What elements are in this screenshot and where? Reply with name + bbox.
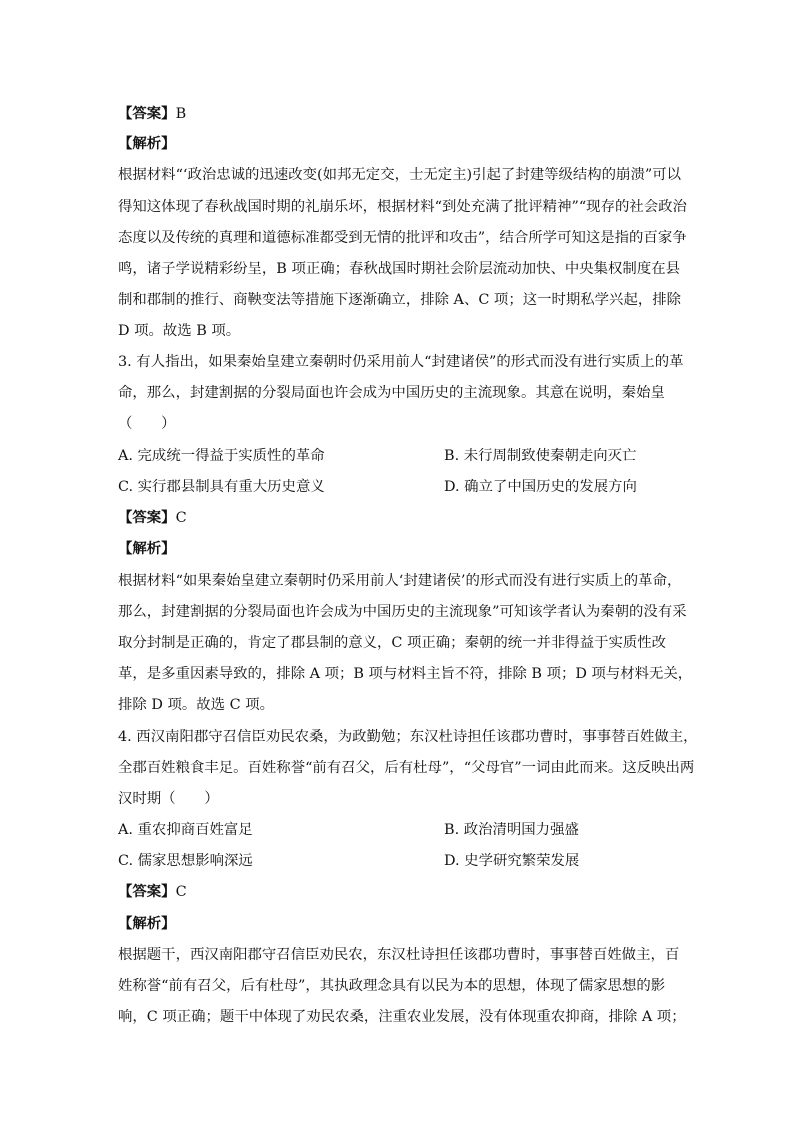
analysis-text-line: 响，C 项正确；题干中体现了劝民农桑，注重农业发展，没有体现重农抑商，排除 A 项； (118, 1009, 686, 1025)
answer-line (118, 508, 678, 528)
question-3-stem: （ ） (118, 416, 176, 432)
analysis-text-line: 根据题干，西汉南阳郡守召信臣劝民农，东汉杜诗担任该郡功曹时，事事替百姓做主，百 (118, 947, 680, 963)
analysis-text-line: 态度以及传统的真理和道德标准都受到无情的批评和攻击”，结合所学可知这是指的百家争 (118, 230, 687, 246)
question-4-option-c: C. 儒家思想影响深远 (118, 853, 253, 869)
answer-line (118, 882, 678, 902)
question-4-stem: 汉时期（ ） (118, 791, 219, 807)
analysis-text-line: 根据材料“‘政治忠诚的迅速改变(如邦无定交，士无定主)引起了封建等级结构的崩溃”可以 (118, 167, 681, 183)
question-4-stem: 4. 西汉南阳郡守召信臣劝民农桑，为政勤勉；东汉杜诗担任该郡功曹时，事事替百姓做主， (118, 729, 698, 745)
analysis-text-line: 革，是多重因素导致的，排除 A 项；B 项与材料主旨不符，排除 B 项；D 项与材料无关， (118, 666, 693, 682)
analysis-text-line: D 项。故选 B 项。 (118, 323, 241, 339)
analysis-text-line: 姓称誉“前有召父，后有杜母”，其执政理念具有以民为本的思想，体现了儒家思想的影 (118, 978, 666, 994)
question-3-option-a: A. 完成统一得益于实质性的革命 (118, 448, 325, 464)
analysis-text-line: 取分封制是正确的，肯定了郡县制的意义，C 项正确；秦朝的统一并非得益于实质性改 (118, 635, 667, 651)
question-4-stem: 全郡百姓粮食丰足。百姓称誉“前有召父，后有杜母”，“父母官”一词由此而来。这反映出两 (118, 760, 695, 776)
answer-value: C (175, 884, 187, 900)
analysis-text-line: 那么，封建割据的分裂局面也许会成为中国历史的主流现象”可知该学者认为秦朝的没有采 (118, 604, 687, 620)
analysis-text-line: 制和郡制的推行、商鞅变法等措施下逐渐确立，排除 A、C 项；这一时期私学兴起，排除 (118, 292, 682, 308)
question-3-option-b: B. 未行周制致使秦朝走向灭亡 (444, 448, 637, 464)
question-3-stem: 3. 有人指出，如果秦始皇建立秦朝时仍采用前人“封建诸侯”的形式而没有进行实质上的革 (118, 354, 684, 370)
question-4-option-d: D. 史学研究繁荣发展 (444, 853, 580, 869)
analysis-label: 【解析】 (118, 540, 176, 557)
analysis-label: 【解析】 (118, 135, 176, 152)
answer-value: C (175, 510, 187, 526)
answer-label: 【答案】 (118, 883, 176, 900)
question-3-option-d: D. 确立了中国历史的发展方向 (444, 479, 637, 495)
analysis-text-line: 排除 D 项。故选 C 项。 (118, 697, 274, 713)
answer-label: 【答案】 (118, 105, 176, 122)
analysis-text-line: 根据材料“如果秦始皇建立秦朝时仍采用前人‘封建诸侯’的形式而没有进行实质上的革命， (118, 573, 682, 589)
question-3-stem: 命，那么，封建割据的分裂局面也许会成为中国历史的主流现象。其意在说明，秦始皇 (118, 385, 665, 401)
answer-label: 【答案】 (118, 509, 176, 526)
question-3-option-c: C. 实行郡县制具有重大历史意义 (118, 479, 325, 495)
analysis-label: 【解析】 (118, 915, 176, 932)
analysis-text-line: 鸣，诸子学说精彩纷呈，B 项正确；春秋战国时期社会阶层流动加快、中央集权制度在县 (118, 261, 680, 277)
analysis-text-line: 得知这体现了春秋战国时期的礼崩乐坏，根据材料“到处充满了批评精神”“现存的社会政治 (118, 199, 687, 215)
answer-value: B (175, 106, 187, 122)
answer-line (118, 104, 678, 124)
question-4-option-a: A. 重农抑商百姓富足 (118, 822, 253, 838)
question-4-option-b: B. 政治清明国力强盛 (444, 822, 579, 838)
